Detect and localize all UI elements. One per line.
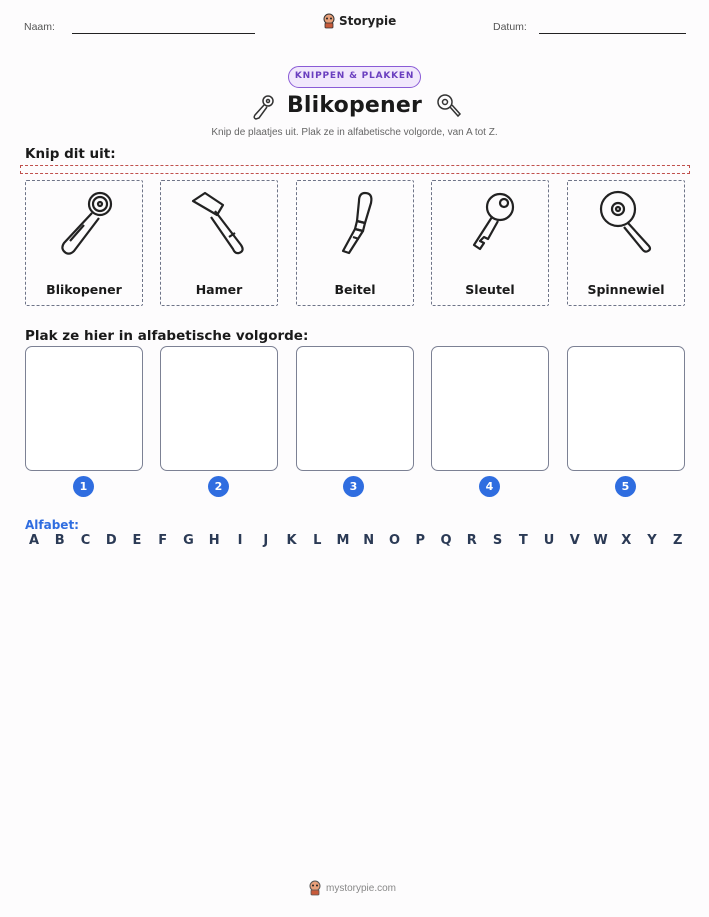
alphabet-letter: W	[593, 533, 608, 548]
paste-box-4[interactable]	[431, 346, 549, 471]
alphabet-letter: Y	[647, 533, 657, 548]
alphabet-letter: N	[363, 533, 375, 548]
alphabet-letter: U	[543, 533, 555, 548]
alphabet-letter: T	[518, 533, 528, 548]
alphabet-letter: A	[28, 533, 40, 548]
number-badge: 3	[343, 476, 364, 497]
cut-card-hamer[interactable]	[160, 180, 278, 306]
activity-badge: KNIPPEN & PLAKKEN	[288, 66, 421, 88]
hammer-icon	[185, 187, 255, 257]
cut-dashed-line	[20, 165, 690, 174]
alphabet-letter: H	[208, 533, 220, 548]
name-label: Naam:	[24, 21, 55, 33]
can-opener-icon	[50, 187, 120, 257]
number-badge: 5	[615, 476, 636, 497]
date-line[interactable]	[539, 33, 686, 34]
number-badge: 2	[208, 476, 229, 497]
alphabet-letter: J	[263, 533, 269, 548]
brand-logo	[322, 13, 396, 29]
alphabet-letter: F	[158, 533, 168, 548]
number-badge: 1	[73, 476, 94, 497]
name-line[interactable]	[72, 33, 255, 34]
alphabet-letter: Q	[440, 533, 452, 548]
paste-box-3[interactable]	[296, 346, 414, 471]
cut-label: Hamer	[195, 282, 243, 297]
cut-label: Blikopener	[46, 282, 122, 297]
cut-card-beitel[interactable]	[296, 180, 414, 306]
alphabet-letter: P	[415, 533, 426, 548]
alphabet-letter: X	[621, 533, 632, 548]
cut-label: Beitel	[334, 282, 376, 297]
paste-section-label: Plak ze hier in alfabetische volgorde:	[25, 328, 309, 344]
cut-card-spinnewiel[interactable]	[567, 180, 685, 306]
alphabet-letter: B	[54, 533, 65, 548]
footer	[308, 880, 396, 896]
footer-url[interactable]: mystorypie.com	[326, 882, 397, 894]
alphabet-letter: D	[105, 533, 117, 548]
alphabet-letter: G	[183, 533, 194, 548]
instructions: Knip de plaatjes uit. Plak ze in alfabetische volgorde, van A tot Z.	[211, 127, 498, 138]
alphabet-letter: Z	[673, 533, 683, 548]
alphabet-letter: O	[388, 533, 401, 548]
cut-label: Spinnewiel	[587, 282, 665, 297]
cut-card-sleutel[interactable]	[431, 180, 549, 306]
alphabet-letter: M	[336, 533, 350, 548]
cut-label: Sleutel	[465, 282, 515, 297]
alphabet-letter: C	[80, 533, 91, 548]
date-label: Datum:	[493, 21, 527, 33]
spinning-wheel-icon	[592, 187, 662, 257]
storypie-mascot-icon	[308, 880, 322, 896]
page-title: Blikopener	[286, 93, 423, 118]
alphabet-letter: K	[286, 533, 297, 548]
paste-box-1[interactable]	[25, 346, 143, 471]
spinning-wheel-icon	[434, 92, 464, 122]
brand-name: Storypie	[339, 14, 397, 28]
key-icon	[456, 187, 526, 257]
paste-box-2[interactable]	[160, 346, 278, 471]
alphabet-letter: V	[569, 533, 580, 548]
chisel-icon	[321, 187, 391, 257]
alphabet-letter: E	[132, 533, 142, 548]
alphabet-label: Alfabet:	[25, 518, 79, 532]
alphabet-letter: S	[492, 533, 503, 548]
alphabet-letter: L	[313, 533, 322, 548]
number-badge: 4	[479, 476, 500, 497]
cut-section-label: Knip dit uit:	[25, 146, 116, 162]
storypie-mascot-icon	[322, 13, 336, 29]
paste-box-5[interactable]	[567, 346, 685, 471]
alphabet-letter: I	[237, 533, 243, 548]
alphabet-row	[25, 533, 687, 548]
cut-card-blikopener[interactable]	[25, 180, 143, 306]
alphabet-letter: R	[466, 533, 477, 548]
